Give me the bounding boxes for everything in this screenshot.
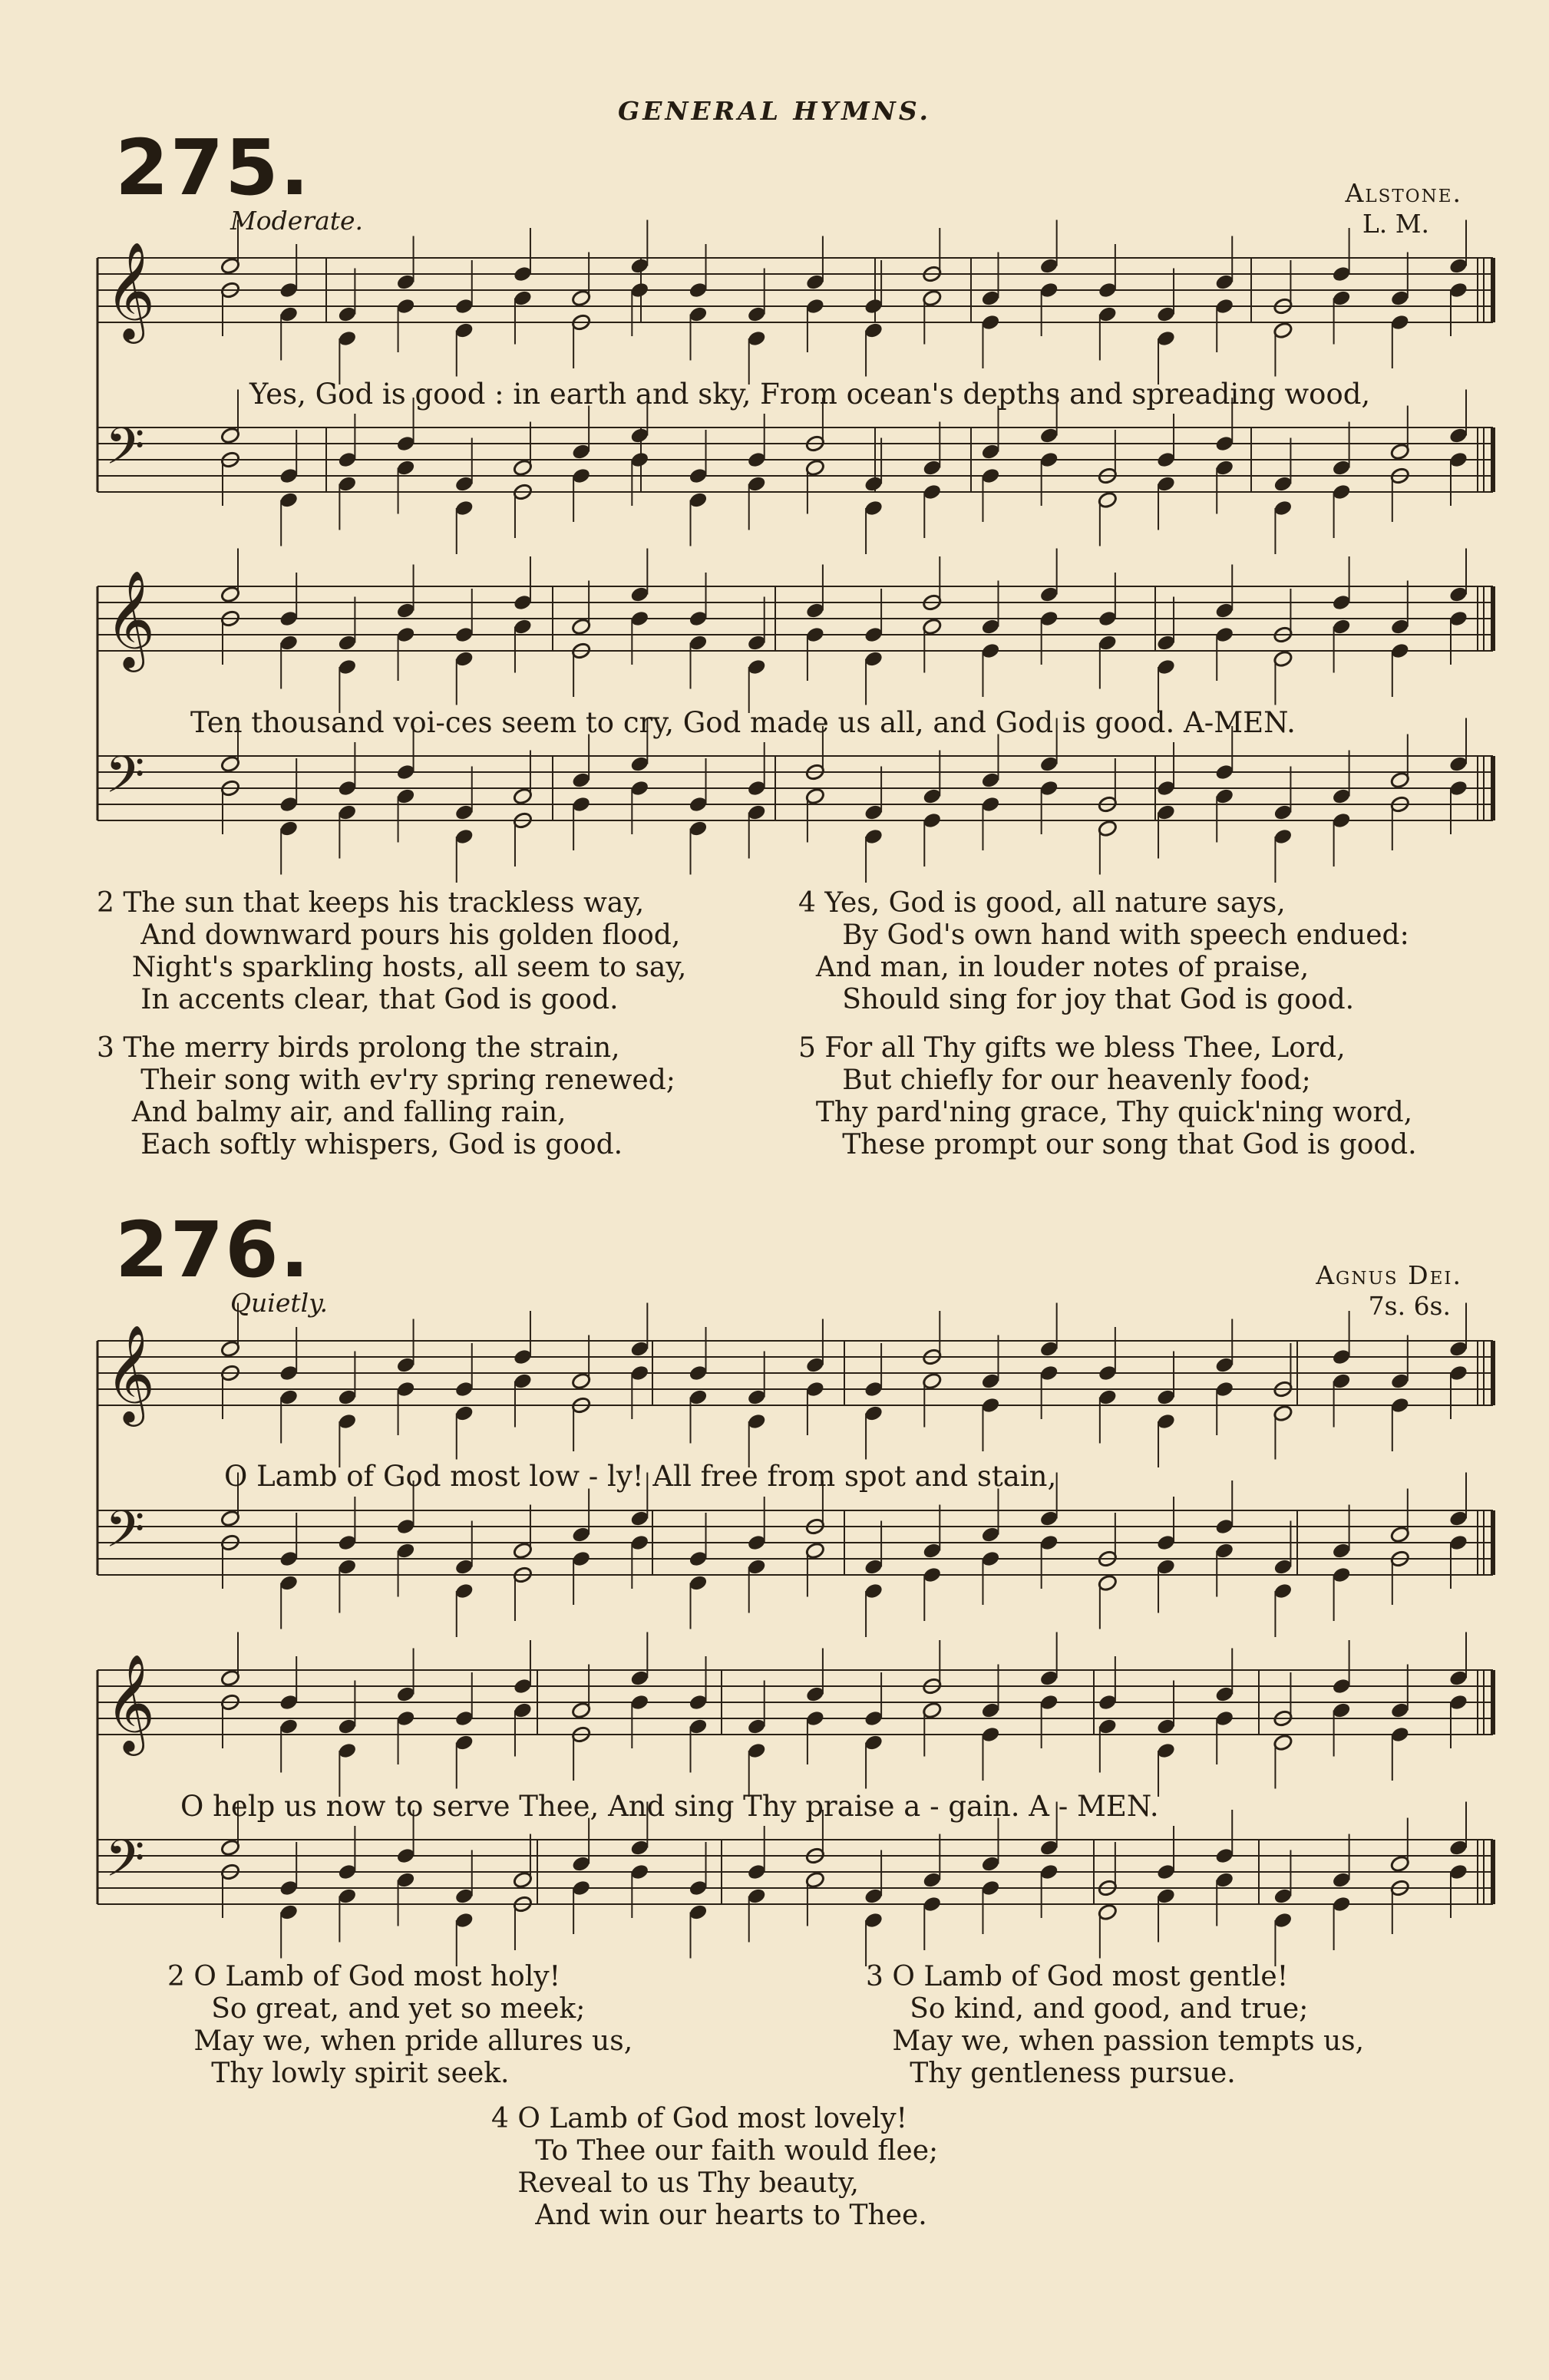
svg-text:𝄢: 𝄢 <box>105 417 145 488</box>
tune-name: Agnus Dei. <box>1316 1260 1462 1290</box>
section-header: GENERAL HYMNS. <box>618 96 931 126</box>
meter: 7s. 6s. <box>1368 1291 1451 1321</box>
verse-4: 4 O Lamb of God most lovely! To Thee our faith would flee; Reveal to us Thy beauty, And win our hearts to Thee. <box>491 2103 939 2231</box>
verse-2: 2 O Lamb of God most holy! So great, and yet so meek; May we, when pride allures us, Thy lowly spirit seek. <box>167 1961 633 2089</box>
meter: L. M. <box>1362 209 1429 239</box>
tempo-marking: Quietly. <box>230 1288 328 1318</box>
svg-text:𝄞: 𝄞 <box>105 1324 156 1422</box>
svg-text:𝄢: 𝄢 <box>105 1829 145 1900</box>
hymn-number: 275. <box>115 123 311 213</box>
tune-name: Alstone. <box>1345 178 1462 208</box>
verse-3: 3 O Lamb of God most gentle! So kind, and good, and true; May we, when passion tempts us, Thy gentleness pursue. <box>866 1961 1365 2089</box>
verse-4: 4 Yes, God is good, all nature says, By God's own hand with speech endued: And man, in louder notes of praise, Should sing for joy that God is good. <box>798 887 1409 1015</box>
verse-2: 2 The sun that keeps his trackless way, And downward pours his golden flood, Night's sparkling hosts, all seem to say, In accents clear, that God is good. <box>97 887 687 1015</box>
lyric-line: Ten thousand voi-ces seem to cry, God made us all, and God is good. A-MEN. <box>190 706 1296 739</box>
svg-text:𝄞: 𝄞 <box>105 569 156 668</box>
hymn-number: 276. <box>115 1205 311 1295</box>
lyric-line: Yes, God is good : in earth and sky, From ocean's depths and spreading wood, <box>249 378 1371 411</box>
svg-text:𝄞: 𝄞 <box>105 241 156 339</box>
verse-5: 5 For all Thy gifts we bless Thee, Lord, But chiefly for our heavenly food; Thy pard'ning grace, Thy quick'ning word, These prompt our song that God is good. <box>798 1032 1417 1160</box>
lyric-line: O help us now to serve Thee, And sing Thy praise a - gain. A - MEN. <box>180 1790 1159 1823</box>
tempo-marking: Moderate. <box>230 206 364 236</box>
svg-text:𝄢: 𝄢 <box>105 745 145 817</box>
svg-text:𝄢: 𝄢 <box>105 1500 145 1571</box>
lyric-line: O Lamb of God most low - ly! All free from spot and stain, <box>224 1460 1057 1493</box>
svg-text:𝄞: 𝄞 <box>105 1653 156 1751</box>
verse-3: 3 The merry birds prolong the strain, Their song with ev'ry spring renewed; And balmy air, and falling rain, Each softly whispers, God is good. <box>97 1032 675 1160</box>
